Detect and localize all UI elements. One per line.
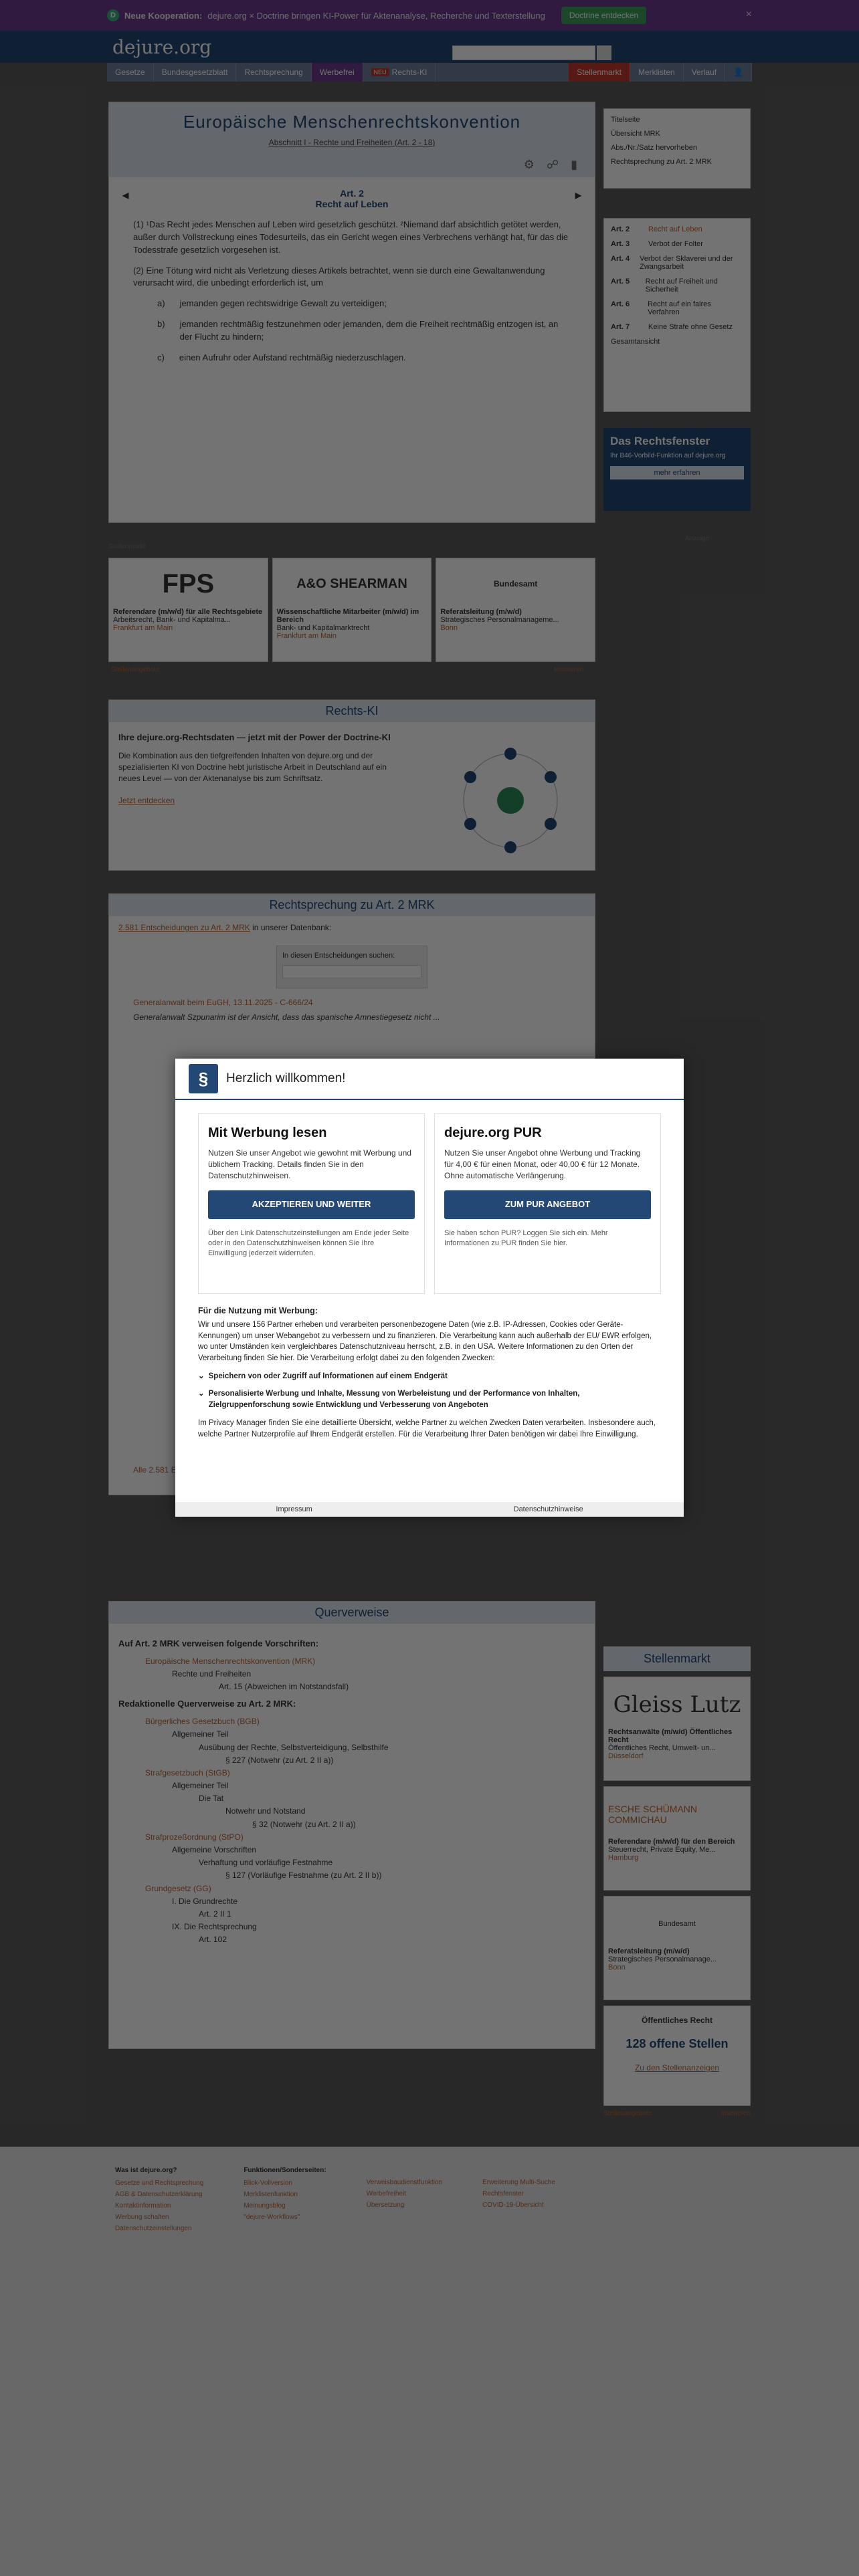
impressum-link[interactable]: Impressum — [276, 1505, 312, 1513]
option-pur-text: Nutzen Sie unser Angebot ohne Werbung und Tracking für 4,00 € für einen Monat, oder 40,00 € für 12 Monate. Ohne automatische Verlängerung. — [444, 1148, 641, 1180]
toggle-label: Speichern von oder Zugriff auf Informationen auf einem Endgerät — [208, 1372, 448, 1380]
option-ads-text: Nutzen Sie unser Angebot wie gewohnt mit Werbung und üblichem Tracking. Details finden Sie in den Datenschutzhinweisen. — [208, 1148, 411, 1180]
accept-button[interactable]: AKZEPTIEREN UND WEITER — [208, 1190, 415, 1218]
option-ads-title: Mit Werbung lesen — [208, 1125, 327, 1140]
purpose-toggle-ads[interactable] — [198, 1388, 661, 1410]
info-text: Wir und unsere 156 Partner erheben und verarbeiten personenbezogene Daten (wie z.B. IP-Adressen, Cookies oder Geräte-Kennungen) um unser Webangebot zu verbessern und zu finanzieren. Die Verarbeitung kann auch außerhalb der EU/ EWR erfolgen, wo unter Umständen kein vergleichbares Datenschutzniveau herrscht, z.B. in den USA. Weitere Informationen zu den Orten der Verarbeitung finden Sie hier. Die Verarbeitung erfolgt dabei zu den folgenden Zwecken: — [198, 1321, 652, 1363]
chevron-down-icon: ⌄ — [198, 1390, 205, 1398]
modal-header — [175, 1059, 684, 1100]
modal-title: Herzlich willkommen! — [226, 1071, 346, 1085]
option-pur-title: dejure.org PUR — [444, 1125, 542, 1140]
pur-offer-button[interactable]: ZUM PUR ANGEBOT — [444, 1190, 651, 1218]
toggle-label: Personalisierte Werbung und Inhalte, Messung von Werbeleistung und der Performance von Inhalten, Zielgruppenforschung sowie Entwicklung und Verbesserung von Angeboten — [208, 1390, 580, 1410]
dejure-logo-icon: § — [189, 1064, 218, 1093]
option-pur-note: Sie haben schon PUR? Loggen Sie sich ein. Mehr Informationen zu PUR finden Sie hier. — [444, 1228, 608, 1247]
info-text-2: Im Privacy Manager finden Sie eine detaillierte Übersicht, welche Partner zu welchen Zwecken Daten verarbeiten. Insbesondere auch, welche Partner Nutzerprofile auf Ihrem Endgerät erstellen. Für die Verarbeitung Ihrer Daten benötigen wir dabei Ihre Einwilligung. — [198, 1418, 656, 1438]
consent-modal — [175, 1059, 684, 1517]
modal-footer — [175, 1502, 684, 1517]
purpose-toggle-storage[interactable] — [198, 1371, 661, 1382]
info-title: Für die Nutzung mit Werbung: — [198, 1306, 318, 1315]
option-with-ads — [198, 1113, 425, 1294]
option-pur — [434, 1113, 661, 1294]
chevron-down-icon: ⌄ — [198, 1372, 205, 1380]
consent-info — [175, 1294, 684, 1440]
datenschutz-link[interactable]: Datenschutzhinweise — [513, 1505, 583, 1513]
option-ads-note: Über den Link Datenschutzeinstellungen am Ende jeder Seite oder in den Datenschutzhinweisen können Sie Ihre Einwilligung jederzeit widerrufen. — [208, 1228, 409, 1258]
